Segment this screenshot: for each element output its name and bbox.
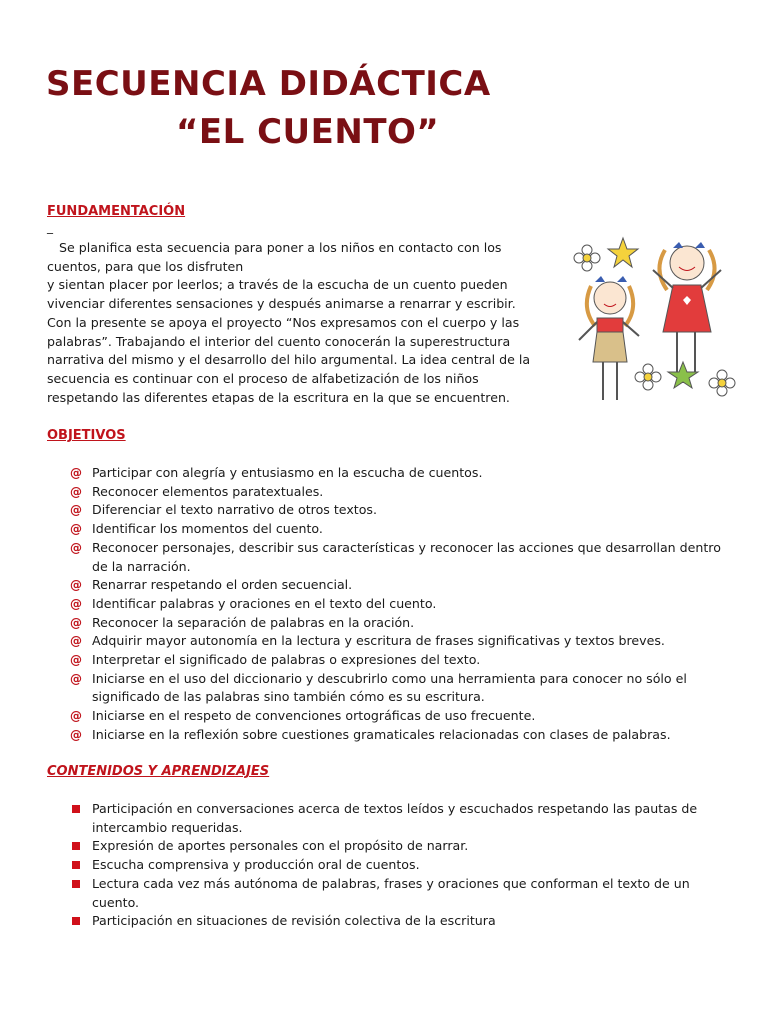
square-bullet-icon [70,875,80,888]
bullet-icon: @ [70,466,82,480]
square-bullet-icon [70,912,80,925]
page-subtitle: “EL CUENTO” [176,112,440,152]
list-item: @ Iniciarse en la reflexión sobre cuestiones gramaticales relacionadas con clases de palabras. [70,726,730,745]
paragraph-line: Con la presente se apoya el proyecto “Nos expresamos con el cuerpo y las [47,314,520,330]
paragraph-line: Se planifica esta secuencia para poner a los niños en contacto con los [47,240,502,255]
contenidos-list [70,800,730,931]
list-item: @ Reconocer la separación de palabras en la oración. [70,614,730,633]
paragraph-line: palabras”. Trabajando el interior del cuento conocerán la superestructura [47,333,511,349]
bullet-icon: @ [70,709,82,724]
list-item: @ Adquirir mayor autonomía en la lectura y escritura de frases significativas y textos breves. [70,632,730,651]
list-item: @ Identificar palabras y oraciones en el texto del cuento. [70,595,730,614]
square-bullet-icon [70,856,80,869]
bullet-icon: @ [70,522,82,537]
list-item: @ Reconocer elementos paratextuales. [70,483,730,502]
list-item: Participación en conversaciones acerca de textos leídos y escuchados respetando las pautas de intercambio requeridas. [70,800,730,837]
fundamentacion-paragraph [47,239,557,407]
heading-fundamentacion: FUNDAMENTACIÓN [47,204,186,219]
paragraph-line: cuentos, para que los disfruten [47,258,244,274]
list-item: @ Iniciarse en el respeto de convenciones ortográficas de uso frecuente. [70,707,730,726]
bullet-icon: @ [70,484,82,499]
paragraph-line: secuencia es continuar con el proceso de alfabetización de los niños [47,370,479,386]
paragraph-line: narrativa del mismo y el desarrollo del hilo argumental. La idea central de la [47,352,531,368]
bullet-icon: @ [70,540,82,555]
square-bullet-icon [70,800,80,813]
bullet-icon: @ [70,634,82,649]
list-item: @ Renarrar respetando el orden secuencial. [70,576,730,595]
list-item: @ Identificar los momentos del cuento. [70,520,730,539]
bullet-icon: @ [70,596,82,611]
list-item: Expresión de aportes personales con el propósito de narrar. [70,837,730,856]
bullet-icon: @ [70,503,82,518]
list-item: Participación en situaciones de revisión colectiva de la escritura [70,912,730,931]
list-item: Escucha comprensiva y producción oral de cuentos. [70,856,730,875]
paragraph-line: vivenciar diferentes sensaciones y después animarse a renarrar y escribir. [47,296,516,312]
bullet-icon: @ [70,727,82,742]
bullet-icon: @ [70,671,82,686]
heading-contenidos: CONTENIDOS Y APRENDIZAJES [47,764,270,779]
square-bullet-icon [70,837,80,850]
paragraph-line: y sientan placer por leerlos; a través de la escucha de un cuento pueden [47,277,508,293]
list-item: Lectura cada vez más autónoma de palabras, frases y oraciones que conforman el texto de un cuento. [70,875,730,912]
bullet-icon: @ [70,653,82,668]
list-item: @ Interpretar el significado de palabras o expresiones del texto. [70,651,730,670]
list-item: @ Participar con alegría y entusiasmo en la escucha de cuentos. [70,464,730,483]
heading-dash: _ [47,220,53,234]
list-item: @ Diferenciar el texto narrativo de otros textos. [70,501,730,520]
bullet-icon: @ [70,578,82,593]
children-drawing-icon [565,230,745,410]
list-item: @ Reconocer personajes, describir sus características y reconocer las acciones que desarrollan dentro de la narración. [70,539,721,574]
objetivos-list [70,464,730,745]
bullet-icon: @ [70,615,82,630]
page-title: SECUENCIA DIDÁCTICA [46,64,491,104]
paragraph-line: respetando las diferentes etapas de la escritura en la que se encuentren. [47,389,510,405]
list-item: @ Iniciarse en el uso del diccionario y descubrirlo como una herramienta para conocer no sólo el significado de las palabras sino también cómo es su escritura. [70,670,687,705]
heading-objetivos: OBJETIVOS [47,428,126,443]
